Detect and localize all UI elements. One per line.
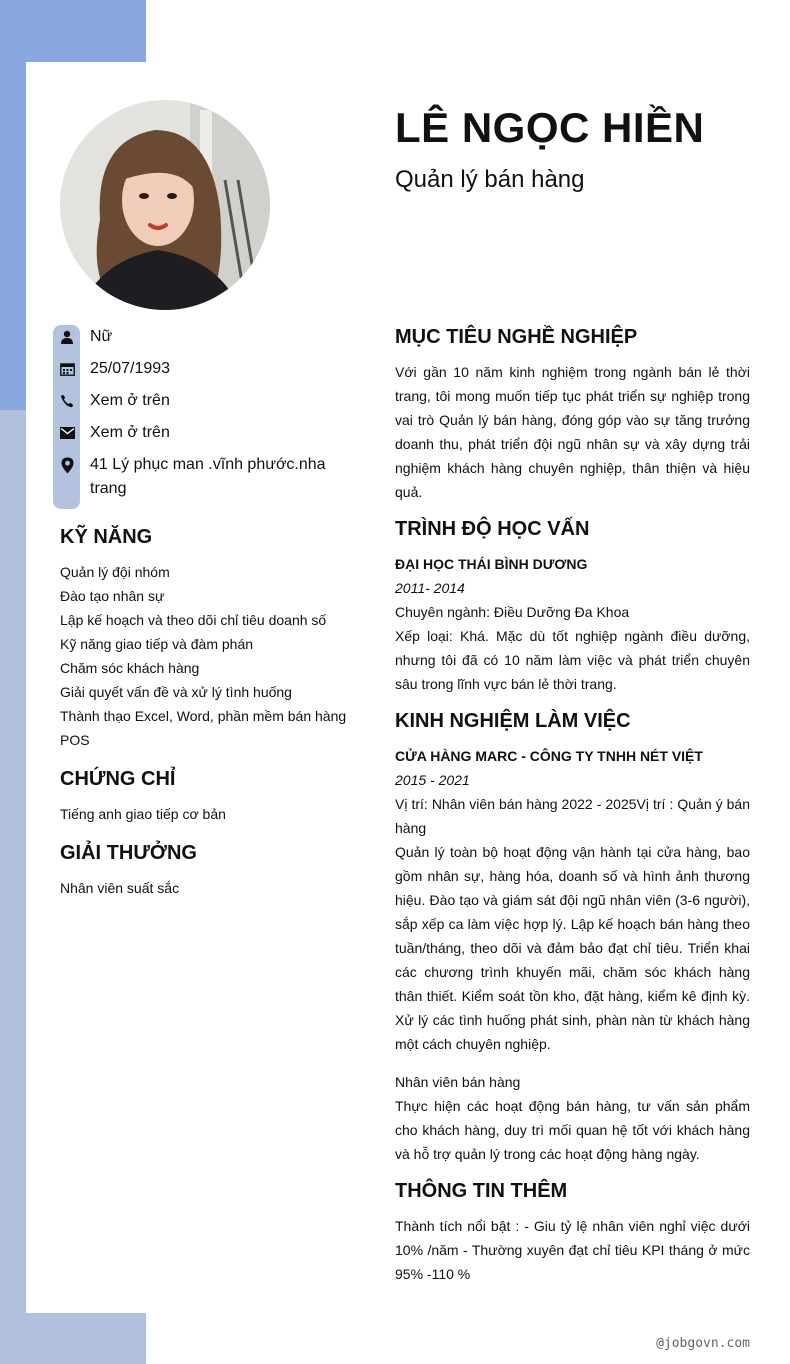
award-item: Nhân viên suất sắc [60, 880, 180, 896]
experience-period: 2015 - 2021 [395, 772, 470, 788]
certificate-item: Tiếng anh giao tiếp cơ bản [60, 806, 226, 822]
extra-title: THÔNG TIN THÊM [395, 1180, 568, 1202]
calendar-icon [56, 357, 78, 381]
contact-text: 41 Lý phục man .vĩnh phước.nha trang [90, 456, 326, 497]
skill-item: Quản lý đội nhóm [60, 564, 170, 580]
school-name: ĐẠI HỌC THÁI BÌNH DƯƠNG [395, 556, 588, 572]
candidate-role: Quản lý bán hàng [395, 166, 585, 193]
extra-text: Thành tích nổi bật : - Giu tỷ lệ nhân viên nghỉ việc dưới 10% /năm - Thường xuyên đạt chỉ tiêu KPI tháng ở mức 95% -110 % [395, 1218, 750, 1282]
left-column [60, 522, 350, 912]
experience-position: Vị trí: Nhân viên bán hàng 2022 - 2025Vị trí : Quản ý bán hàng [395, 796, 750, 836]
candidate-name: LÊ NGỌC HIỀN [395, 104, 705, 151]
contact-list [56, 325, 346, 509]
contact-birthday [56, 357, 346, 381]
extra-section [395, 1176, 750, 1286]
skill-item: Lập kế hoạch và theo dõi chỉ tiêu doanh số [60, 612, 327, 628]
contact-gender [56, 325, 346, 349]
skill-item: Đào tạo nhân sự [60, 588, 165, 604]
skill-item: Chăm sóc khách hàng [60, 660, 200, 676]
objective-text: Với gần 10 năm kinh nghiệm trong ngành bán lẻ thời trang, tôi mong muốn tiếp tục phát triển sự nghiệp trong vai trò Quản lý bán hàng, đóng góp vào sự tăng trưởng doanh thu, phát triển đội ngũ nhân sự và xây dựng trải nghiệm khách hàng chuyên nghiệp, thân thiện và hiệu quả. [395, 364, 750, 500]
education-period: 2011- 2014 [395, 580, 465, 596]
person-icon [56, 325, 78, 349]
objective-title: MỤC TIÊU NGHỀ NGHIỆP [395, 326, 638, 348]
contact-text: Nữ [90, 328, 113, 345]
skill-item: Thành thạo Excel, Word, phần mềm bán hàng POS [60, 708, 347, 748]
experience-description-2: Thực hiện các hoạt động bán hàng, tư vấn sản phẩm cho khách hàng, duy trì mối quan hệ tốt với khách hàng và hỗ trợ quản lý trong các hoạt động hàng ngày. [395, 1098, 750, 1162]
contact-text: 25/07/1993 [90, 360, 171, 377]
phone-icon [56, 389, 78, 413]
mail-icon [56, 421, 78, 445]
experience-title: KINH NGHIỆM LÀM VIỆC [395, 710, 631, 732]
education-section [395, 514, 750, 696]
company-name: CỬA HÀNG MARC - CÔNG TY TNHH NÉT VIỆT [395, 748, 703, 764]
skills-section [60, 522, 350, 752]
contact-text: Xem ở trên [90, 424, 170, 441]
awards-section [60, 838, 350, 900]
contact-phone [56, 389, 346, 413]
experience-section [395, 706, 750, 1166]
experience-role-2: Nhân viên bán hàng [395, 1074, 521, 1090]
certificates-title: CHỨNG CHỈ [60, 768, 176, 790]
skill-item: Giải quyết vấn đề và xử lý tình huống [60, 684, 292, 700]
contact-email [56, 421, 346, 445]
spacer [395, 1056, 750, 1070]
right-column [395, 322, 750, 1296]
education-title: TRÌNH ĐỘ HỌC VẤN [395, 518, 590, 540]
location-icon [56, 453, 78, 477]
awards-title: GIẢI THƯỞNG [60, 842, 197, 864]
objective-section [395, 322, 750, 504]
skills-title: KỸ NĂNG [60, 526, 153, 548]
education-note: Xếp loại: Khá. Mặc dù tốt nghiệp ngành điều dưỡng, nhưng tôi đã có 10 năm làm việc và phát triển chuyên sâu trong lĩnh vực bán lẻ thời trang. [395, 628, 750, 692]
contact-address [56, 453, 346, 501]
profile-photo [60, 100, 270, 310]
education-major: Chuyên ngành: Điều Dưỡng Đa Khoa [395, 604, 630, 620]
experience-description: Quản lý toàn bộ hoạt động vận hành tại cửa hàng, bao gồm nhân sự, hàng hóa, doanh số và hình ảnh thương hiệu. Đào tạo và giám sát đội ngũ nhân viên (3-6 người), sắp xếp ca làm việc hợp lý. Lập kế hoạch bán hàng theo tuần/tháng, theo dõi và đảm bảo đạt chỉ tiêu. Triển khai các chương trình khuyến mãi, chăm sóc khách hàng thân thiết. Kiểm soát tồn kho, đặt hàng, kiểm kê định kỳ. Xử lý các tình huống phát sinh, phàn nàn từ khách hàng một cách chuyên nghiệp. [395, 844, 750, 1052]
contact-text: Xem ở trên [90, 392, 170, 409]
skill-item: Kỹ năng giao tiếp và đàm phán [60, 636, 254, 652]
watermark: @jobgovn.com [656, 1336, 750, 1351]
certificates-section [60, 764, 350, 826]
